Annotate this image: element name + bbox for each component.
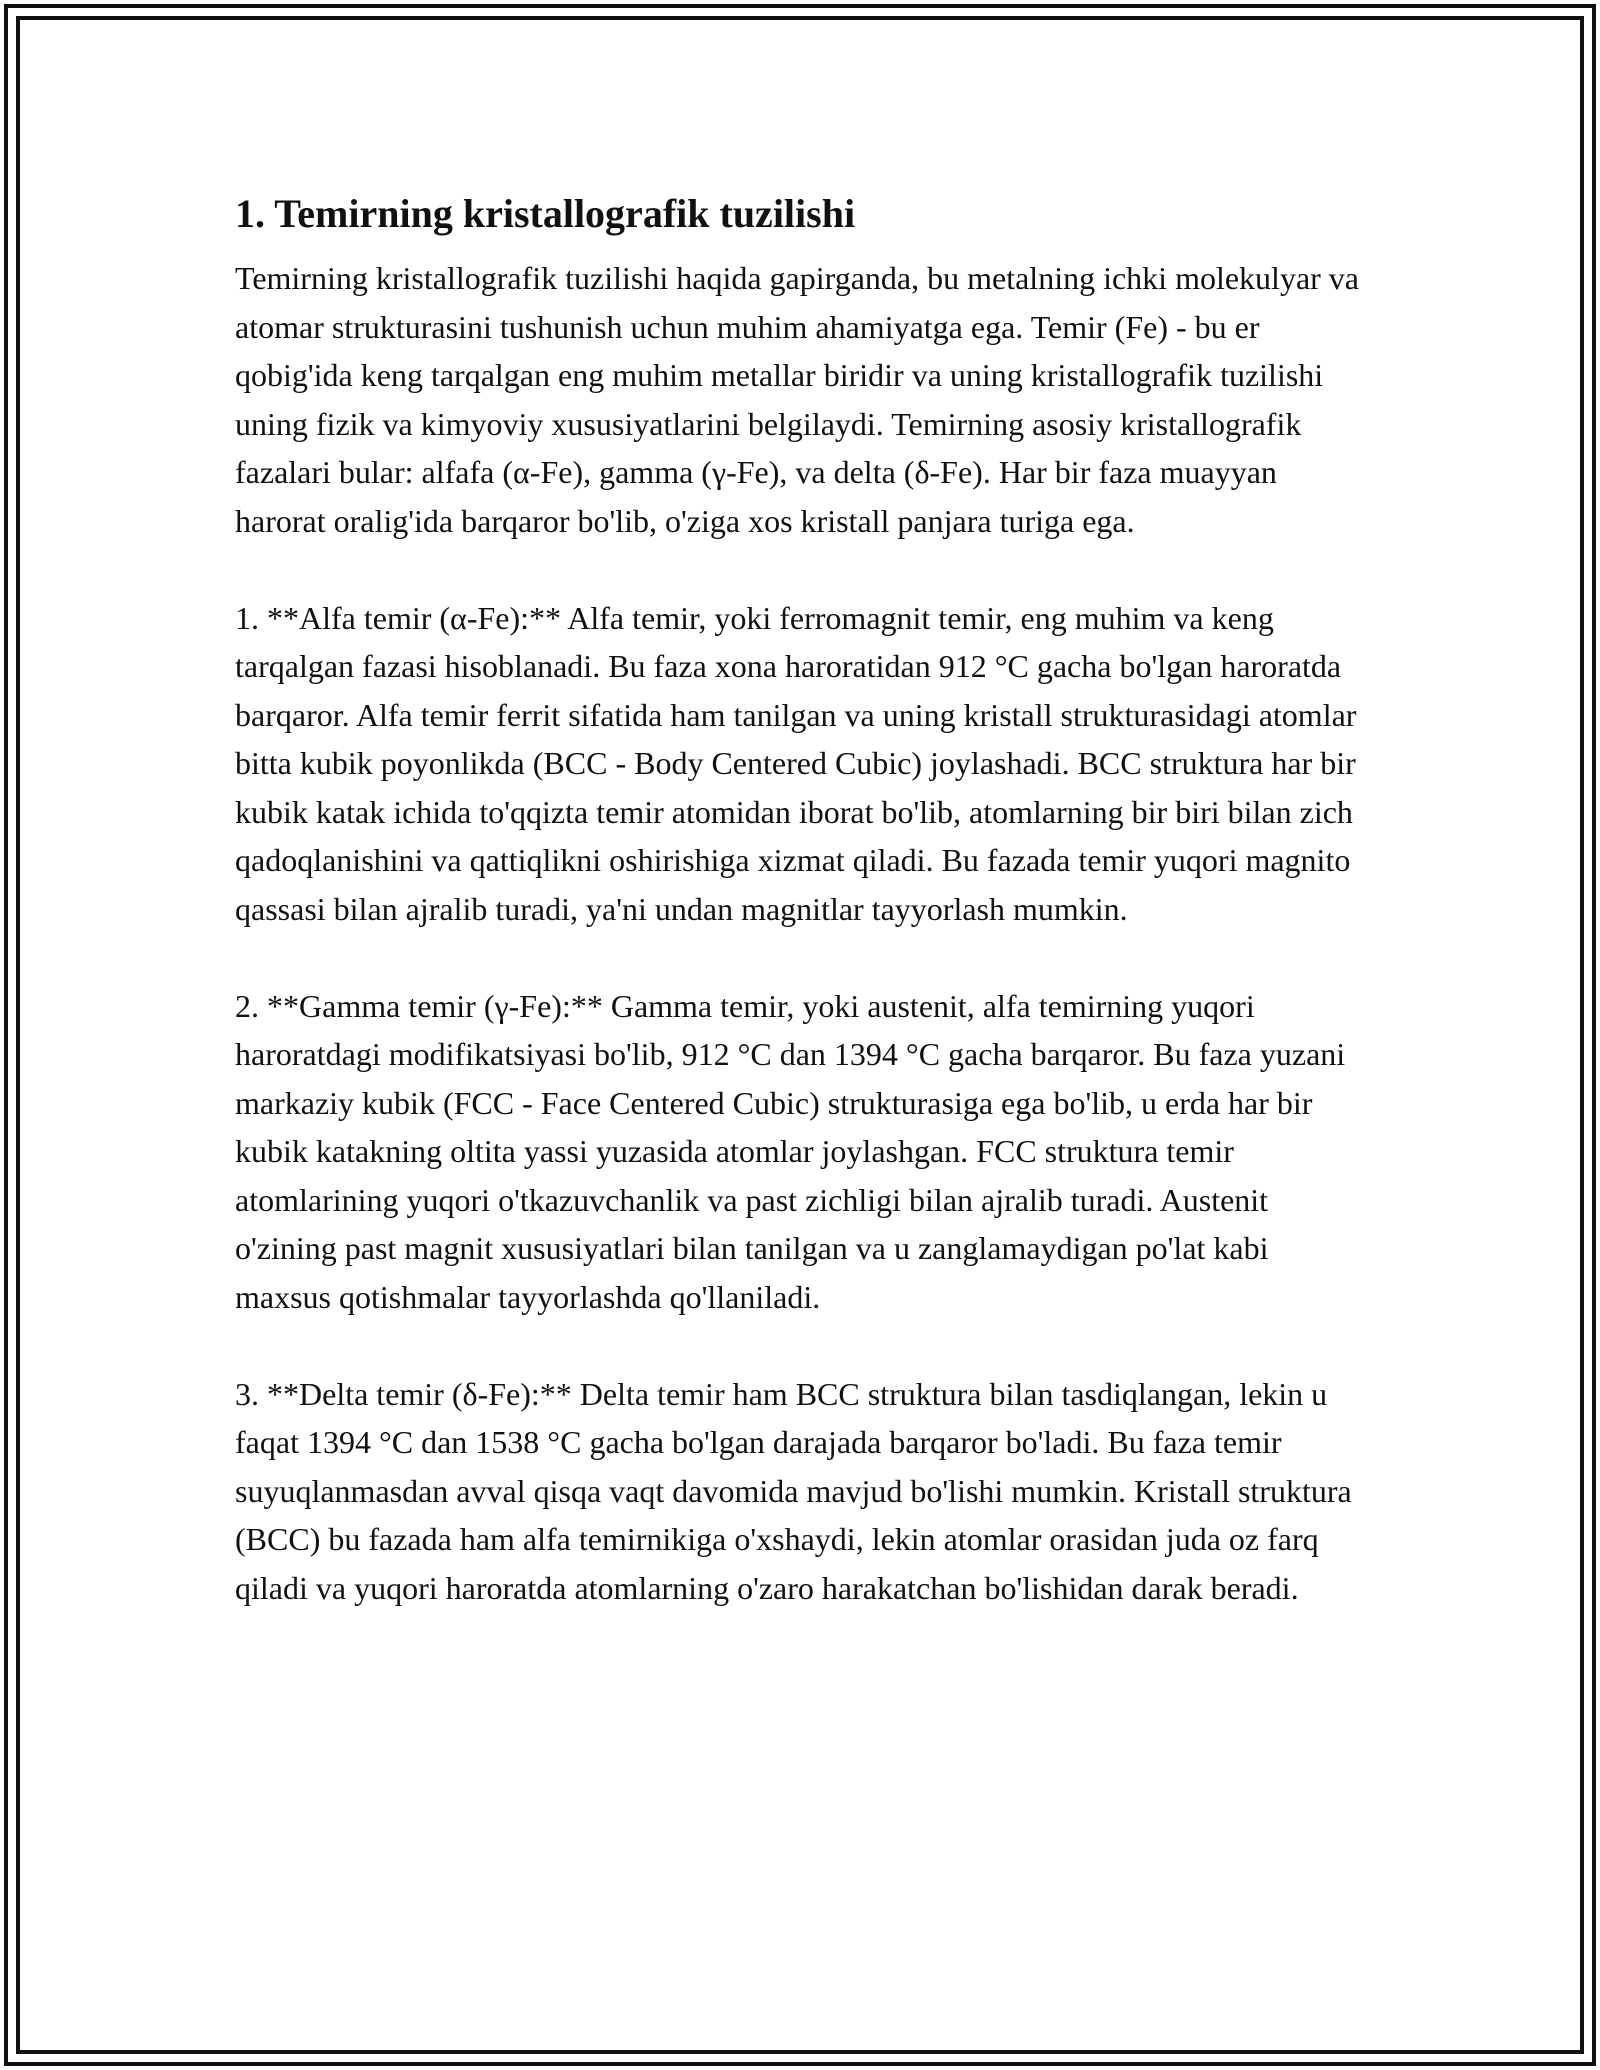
- intro-paragraph: Temirning kristallografik tuzilishi haqida gapirganda, bu metalning ichki molekulyar va atomar strukturasini tushunish uchun muhim ahamiyatga ega. Temir (Fe) - bu er qobig'ida keng tarqalgan eng muhim metallar biridir va uning kristallografik tuzilishi uning fizik va kimyoviy xususiyatlarini belgilaydi. Temirning asosiy kristallografik fazalari bular: alfafa (α-Fe), gamma (γ-Fe), va delta (δ-Fe). Har bir faza muayyan harorat oralig'ida barqaror bo'lib, o'ziga xos kristall panjara turiga ega.: [235, 260, 1359, 539]
- document-body: [235, 184, 1370, 1661]
- section-title: 1. Temirning kristallografik tuzilishi: [235, 191, 856, 236]
- alpha-iron-paragraph: 1. **Alfa temir (α-Fe):** Alfa temir, yoki ferromagnit temir, eng muhim va keng tarqalgan fazasi hisoblanadi. Bu faza xona haroratidan 912 °C gacha bo'lgan haroratda barqaror. Alfa temir ferrit sifatida ham tanilgan va uning kristall strukturasidagi atomlar bitta kubik poyonlikda (BCC - Body Centered Cubic) joylashadi. BCC struktura har bir kubik katak ichida to'qqizta temir atomidan iborat bo'lib, atomlarning bir biri bilan zich qadoqlanishini va qattiqlikni oshirishiga xizmat qiladi. Bu fazada temir yuqori magnito qassasi bilan ajralib turadi, ya'ni undan magnitlar tayyorlash mumkin.: [235, 599, 1357, 927]
- delta-iron-paragraph: 3. **Delta temir (δ-Fe):** Delta temir ham BCC struktura bilan tasdiqlangan, lekin u faqat 1394 °C dan 1538 °C gacha bo'lgan darajada barqaror bo'ladi. Bu faza temir suyuqlanmasdan avval qisqa vaqt davomida mavjud bo'lishi mumkin. Kristall struktura (BCC) bu fazada ham alfa temirnikiga o'xshaydi, lekin atomlar orasidan juda oz farq qiladi va yuqori haroratda atomlarning o'zaro harakatchan bo'lishidan darak beradi.: [235, 1375, 1352, 1606]
- gamma-iron-paragraph: 2. **Gamma temir (γ-Fe):** Gamma temir, yoki austenit, alfa temirning yuqori haroratdagi modifikatsiyasi bo'lib, 912 °C dan 1394 °C gacha barqaror. Bu faza yuzani markaziy kubik (FCC - Face Centered Cubic) strukturasiga ega bo'lib, u erda har bir kubik katakning oltita yassi yuzasida atomlar joylashgan. FCC struktura temir atomlarining yuqori o'tkazuvchanlik va past zichligi bilan ajralib turadi. Austenit o'zining past magnit xususiyatlari bilan tanilgan va u zanglamaydigan po'lat kabi maxsus qotishmalar tayyorlashda qo'llaniladi.: [235, 987, 1346, 1315]
